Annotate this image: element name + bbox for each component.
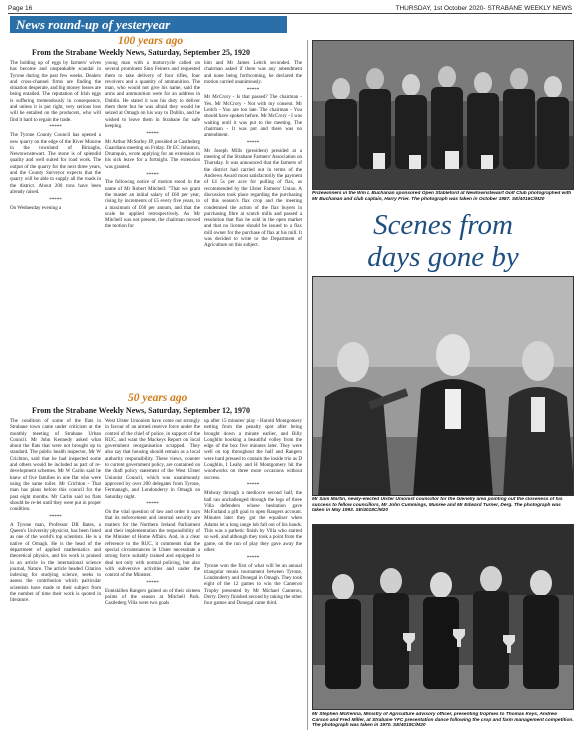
paragraph-separator: *****	[246, 482, 260, 489]
issue-date: THURSDAY, 1st October 2020- STRABANE WEEKLY NEWS	[395, 5, 572, 12]
dateline-1920: From the Strabane Weekly News, Saturday, September 25, 1920	[32, 48, 250, 57]
article-paragraph: Tyrone won the first of what will be an annual triangular tennis tournament between Tyrone, Londonderry and Donegal in Omagh. They took eight of the 12 games to win the Cameron Trophy presented by Mr Michael Cameron, Derry. Derry finished second by taking the other four games and Donegal came third.	[204, 562, 302, 607]
column-divider	[307, 40, 308, 730]
article-paragraph: The condition of some of the flats in Strabane town came under criticism at the monthly meeting of Strabane Urban Council. Mr John Kennedy asked what about the flats that were not brought up to standard. The public health inspector, Mr W Crichton, said that he had inspected some and others would be included as part of re-development schemes. Mr W Carlin said he knew of five families in one flat who were using the same toilet. Mr Crichton - That man has plans before this council for the past eight months. Mr Carlin said no flats should be re-let until they were put in proper condition.	[10, 418, 101, 513]
paragraph-separator: *****	[146, 171, 159, 178]
paragraph-separator: *****	[49, 124, 62, 131]
scenes-title-line-2: days gone by	[367, 241, 519, 273]
article-column-1920-2	[105, 60, 200, 390]
article-column-1970-2	[105, 418, 200, 730]
paragraph-separator: *****	[49, 196, 62, 203]
councillors-photo-caption: Mr Sam Martin, newly-elected Ulster Unionist councillor for the Glenelly area pointing out the closeness of his success to fellow councillors, Mr John Cummings, Munree and Mr Edward Turner, Derg. The photograph was taken in May 1993. SE/4018C/M20	[312, 497, 563, 514]
article-paragraph: Enniskillen Rangers gained on of their sixteen points of the season at Mitchell Park. Castlederg Villa were two goals	[105, 587, 200, 607]
article-paragraph: On the vital question of law and order it says that its enforcement and internal security are matters for the Northern Ireland Parliament and their implementation the responsibility of the Minister of Home Affairs. And, in a clear reference to the RUC, it comments that the special circumstances in Ulster necessitate a strong force suitably trained and equipped to deal not only with normal policing, but also with subversive activities and under the control of the Minister.	[105, 509, 200, 579]
article-paragraph: West Ulster Unionists have come out strongly in favour of an armed reserve force under the control of the chief of police, in support of the RUC, and want the Mackeys Report on local government reorganisation scrapped. They also say that housing should remain as a local authority responsibility. These views, counter to current government policy, are contained on the draft policy statement of the West Ulster Unionist Council, which was unanimously approved by over 200 delegates from Tyrone, Fermanagh, and Londonderry in Omagh on Saturday night.	[105, 418, 200, 500]
article-paragraph: up after 15 minutes' play - Harold Montgomery netting from the penalty spot after being brought down a minute earlier, and Billy Loughlin hooking a beautiful volley from the edge of the box five minutes later. They were well on top throughout the half and Rangers were hard pressed to contain the inside trio as D Loughlin, I Leahy and H Montgomery hit the woodworks on three more occasions without success.	[204, 418, 302, 481]
era-heading-100: 100 years ago	[118, 35, 184, 47]
golf-prizewinners-photo	[312, 40, 574, 190]
paragraph-separator: *****	[49, 513, 62, 520]
paragraph-separator: *****	[246, 554, 260, 561]
paragraph-separator: *****	[146, 579, 159, 586]
article-paragraph: young man with a motorcycle called on several prominent Sinn Feiners and requested them to take delivery of four rifles, four revolvers and a quantity of ammunition. The man, who would not give his name, said the arms and ammunition were for an address in Dublin. He stated it was his duty to deliver them there but he was afraid they would be seized at Omagh on his way to Dublin, and he wished to leave them in Strabane for safe keeping.	[105, 60, 200, 129]
golf-photo-caption: Prizewinners in the Wm L Buchanan sponsored Open Stableford at Newtownstewart Golf Club photographed with Mr Buchanan and club captain, Harry Frier. The photograph was taken in October 1987. SE/4016C/M20	[312, 191, 572, 202]
yfc-photo-caption: Mr Stephen McKenna, Ministry of Agriculture advisory officer, presenting trophies to Thomas Keys, Andrew Carson and Fred Miller, at Strabane YFC presentation dance following the crop and farm management competition. The photograph was taken in 1970. SE/4019C/M20	[312, 712, 574, 729]
article-paragraph: Mr Joseph Mills (president) presided at a meeting of the Strabane Farmers' Association on Thursday. It was announced that the farmers of the district had carried out in terms of the Andrews Award most satisfactorily the payment of £4 5s per acre for pulling of flax, as recommended by the Ulster Farmers' Union. A discussion took place regarding the purchasing of this season's flax crop and the meeting condemned the action of the flax buyers in purchasing fibre at scutch mills and passed a resolution that flax be sold in the open market and that no license should be issued to a flax mill owner for the purchase of flax at his mill. It was decided to write to the Department of Agriculture on this subject.	[204, 147, 302, 249]
article-paragraph: The holding up of eggs by farmers' wives has become and unspeakable scandal in Tyrone during the past few weeks. Dealers and cross-channel firms are finding the situation desperate, and big money losses are being entailed. The reputation of Irish eggs is suffering tremendously in consequence, and unless it is put right, very serious loss will be entailed on the producers, who will find it hard to regain the trade.	[10, 60, 101, 123]
section-banner: News round-up of yesteryear	[10, 16, 287, 33]
page-number: Page 16	[8, 5, 33, 12]
article-column-1920-1	[10, 60, 101, 390]
paragraph-separator: *****	[146, 130, 159, 137]
councillors-photo	[312, 276, 574, 496]
dateline-1970: From the Strabane Weekly News, Saturday, September 12, 1970	[32, 406, 250, 415]
scenes-title	[312, 209, 574, 273]
paragraph-separator: *****	[146, 501, 159, 508]
scenes-title-line-1: Scenes from	[373, 209, 513, 241]
article-paragraph: The Tyrone County Council has opened a new quarry on the edge of the River Mourne in the townland of Birnaghs, Newtownstewart. The stone is of splendid quality and well suited for road work. The output of the quarry for the next three years, and the County Surveyor expects that the quarry will be able to supply all the roads in the district. About 200 tons have been already raised.	[10, 132, 101, 195]
yfc-trophies-photo	[312, 524, 574, 710]
article-paragraph: A Tyrone man, Professor DR Bates, a Queen's University physicist, has been listed as one of the world's top scientists. He is a native of Omagh. He is the head of the department of applied mathematics and theoretical physics, and his work is praised in an article in the international science journal, Nature. The article headed Citation indexing for studying science, seeks to assess the contribution which particular scientists have made to their subject from the number of time their work is quoted in literature.	[10, 521, 101, 604]
article-paragraph: Midway through a mediocre second half, the ball ran unchallenged through the legs of three Villa defenders whose hesitation gave McFarland a gift goal to open Rangers account. Minutes later they got the equaliser when Adams let a long range lob fall out of his hands. This was a pathetic finish by Villa who started so well, and although they took a point from the game, on the run of play they gave away the other.	[204, 490, 302, 553]
article-paragraph: Mr McCrory - Is that passed? The chairman - Yes. Mr McCrory - Not with my consent. Mr Leitch - You are too late. The chairman - You should have spoken before. Mr McCrory - I was waiting until it was put to the meeting. The chairman - It was put and there was no amendment.	[204, 94, 302, 139]
paragraph-separator: *****	[246, 140, 260, 147]
article-paragraph: The following notice of motion stood in the name of Mr Robert Mitchell: "That we grant the master an initial salary of £60 per year, rising by increments of £5 every five years, to a maximum of £60 per annum, and that the scale be applied retrospectively. As Mr Mitchell was not present, the chairman moved the motion for	[105, 179, 200, 230]
article-column-1970-1	[10, 418, 101, 730]
paragraph-separator: *****	[246, 86, 260, 93]
article-column-1920-3	[204, 60, 302, 390]
page-header	[8, 4, 572, 14]
article-paragraph: On Wednesday evening a	[10, 204, 62, 211]
article-paragraph: Mr Arthur McSorley JP, presided at Castlederg Guardians meeting on Friday. Dr EC Johnston, Drumquin, wrote applying for an extension to his sick leave for a fortnight. The extension was granted.	[105, 138, 200, 170]
era-heading-50: 50 years ago	[128, 392, 188, 404]
article-paragraph: him and Mr James Leitch seconded. The chairman asked if there was any amendment and none being forthcoming, he declared the motion carried unanimously.	[204, 60, 302, 85]
article-column-1970-3	[204, 418, 302, 730]
